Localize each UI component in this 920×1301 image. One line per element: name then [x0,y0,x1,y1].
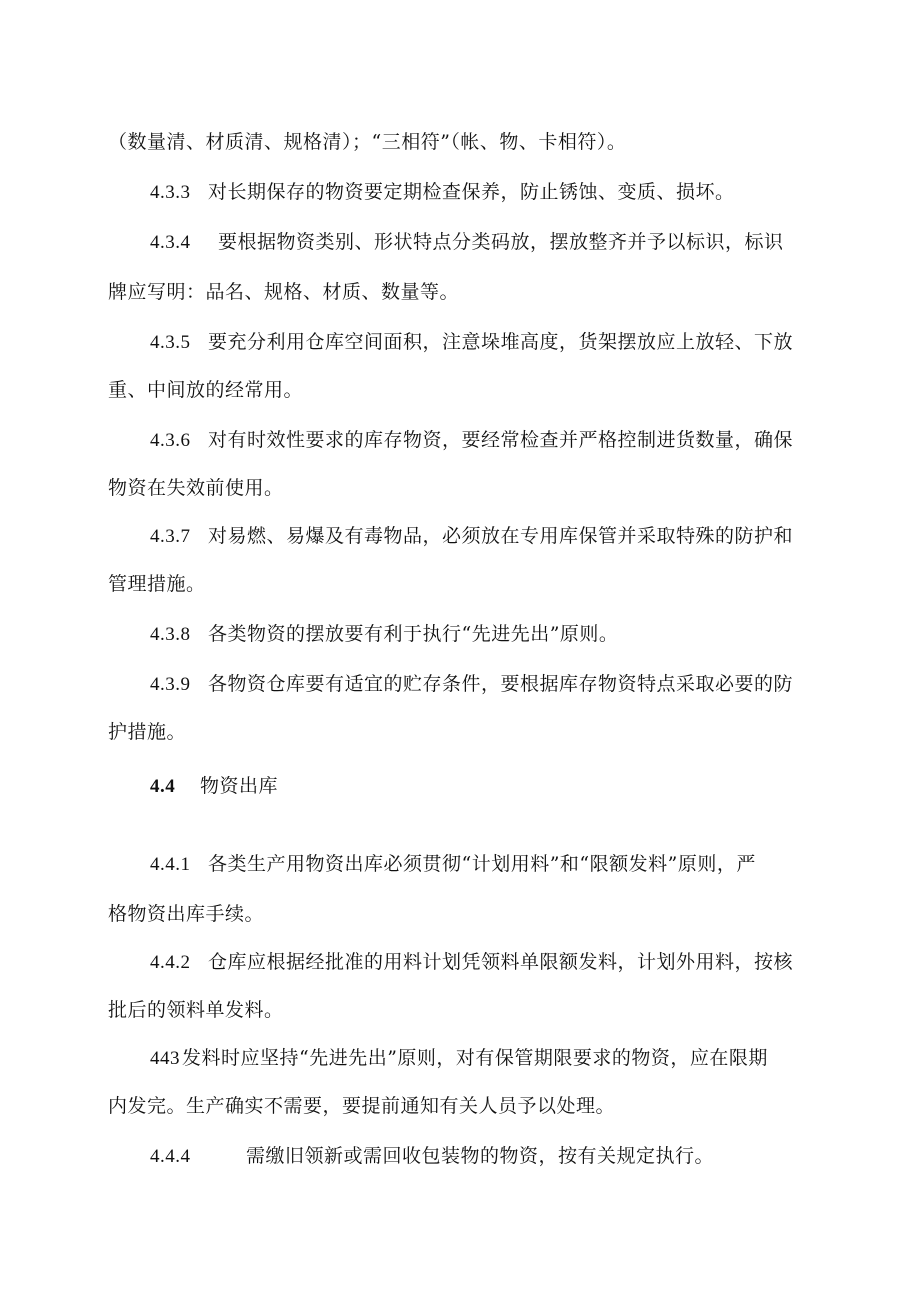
paragraph-line [108,902,264,926]
paragraph-line [150,524,793,549]
clause-number: 4.3.6 [150,430,191,451]
line-text: 对有时效性要求的库存物资，要经常检查并严格控制进货数量，确保 [208,429,794,451]
section-title: 物资出库 [200,775,279,797]
paragraph-line [108,476,284,500]
line-text: 发料时应坚持“先进先出”原则，对有保管期限要求的物资，应在限期 [182,1047,768,1069]
clause-number: 4.3.4 [150,232,191,253]
clause-number: 443 [150,1048,180,1069]
clause-number: 4.3.9 [150,674,191,695]
line-text: 各物资仓库要有适宜的贮存条件，要根据库存物资特点采取必要的防 [208,673,794,695]
paragraph-line [150,1046,768,1071]
clause-number: 4.3.5 [150,332,191,353]
line-text: 对长期保存的物资要定期检查保养，防止锈蚀、变质、损坏。 [208,181,735,203]
line-text: （数量清、材质清、规格清）；“三相符”（帐、物、卡相符）。 [108,131,627,153]
clause-number: 4.4.4 [150,1146,191,1167]
line-text: 管理措施。 [108,573,206,595]
line-text: 物资在失效前使用。 [108,477,284,499]
clause-number: 4.3.8 [150,624,191,645]
paragraph-line [108,720,186,744]
paragraph-line [108,1094,615,1118]
paragraph-line [150,428,793,453]
clause-number: 4.4.2 [150,952,191,973]
line-text: 要根据物资类别、形状特点分类码放，摆放整齐并予以标识，标识 [218,231,784,253]
line-text: 各类物资的摆放要有利于执行“先进先出”原则。 [208,623,619,645]
line-text: 重、中间放的经常用。 [108,379,304,401]
line-text: 批后的领料单发料。 [108,999,284,1021]
line-text: 对易燃、易爆及有毒物品，必须放在专用库保管并采取特殊的防护和 [208,525,794,547]
section-number: 4.4 [150,776,176,797]
clause-number: 4.3.7 [150,526,191,547]
paragraph-line [150,852,756,877]
paragraph-line [150,330,793,355]
paragraph-line [108,378,303,402]
paragraph-line [150,230,784,255]
paragraph-line [150,672,793,697]
paragraph-line [108,572,206,596]
paragraph-line [150,950,793,975]
line-text: 需缴旧领新或需回收包装物的物资，按有关规定执行。 [246,1145,715,1167]
line-text: 牌应写明：品名、规格、材质、数量等。 [108,281,460,303]
paragraph-line [108,280,459,304]
paragraph-line [150,1144,714,1169]
clause-number: 4.4.1 [150,854,191,875]
line-text: 仓库应根据经批准的用料计划凭领料单限额发料，计划外用料，按核 [208,951,794,973]
paragraph-line [150,180,735,205]
paragraph-line [150,622,618,647]
section-heading [150,774,278,799]
paragraph-line [108,130,626,154]
line-text: 护措施。 [108,721,187,743]
line-text: 要充分利用仓库空间面积，注意垛堆高度，货架摆放应上放轻、下放 [208,331,794,353]
paragraph-line [108,998,284,1022]
line-text: 格物资出库手续。 [108,903,265,925]
line-text: 各类生产用物资出库必须贯彻“计划用料”和“限额发料”原则，严 [208,853,756,875]
clause-number: 4.3.3 [150,182,191,203]
line-text: 内发完。生产确实不需要，要提前通知有关人员予以处理。 [108,1095,616,1117]
